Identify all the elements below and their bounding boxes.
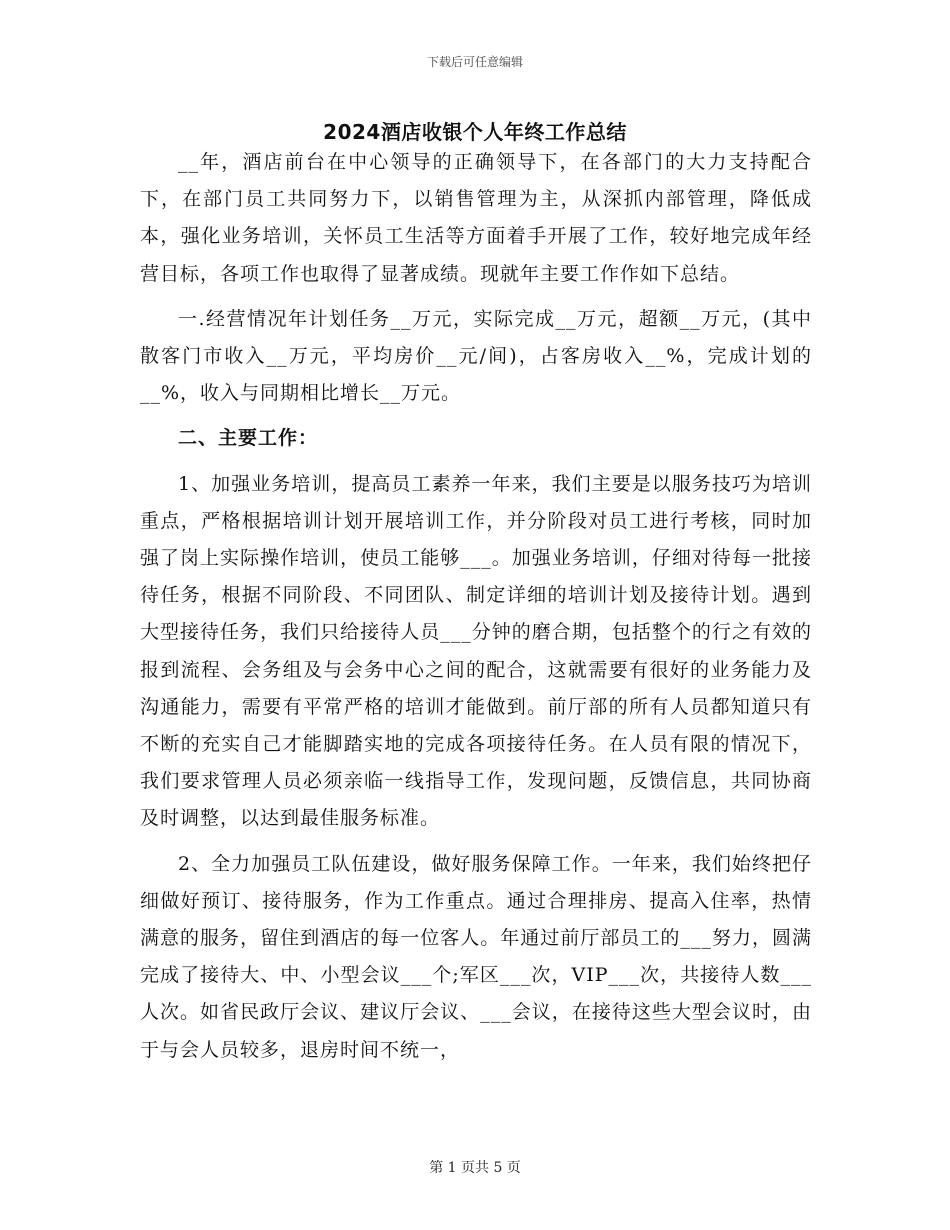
paragraph-business-overview: 一.经营情况年计划任务__万元，实际完成__万元，超额__万元，(其中散客门市收入__万元，平均房价__元/间)，占客房收入__%，完成计划的__%，收入与同期相比增长__万元。 [140, 307, 812, 405]
header-note: 下载后可任意编辑 [426, 55, 523, 69]
paragraph-intro: __年，酒店前台在中心领导的正确领导下，在各部门的大力支持配合下，在部门员工共同努力下，以销售管理为主，从深抓内部管理，降低成本，强化业务培训，关怀员工生活等方面着手开展了工作，较好地完成年经营目标，各项工作也取得了显著成绩。现就年主要工作作如下总结。 [140, 151, 812, 285]
document-body [140, 144, 812, 1069]
section-heading-main-work: 二、主要工作： [178, 427, 319, 450]
page-indicator: 第 1 页共 5 页 [429, 1160, 521, 1176]
paragraph-team-building: 2、全力加强员工队伍建设，做好服务保障工作。一年来，我们始终把仔细做好预订、接待服务，作为工作重点。通过合理排房、提高入住率，热情满意的服务，留住到酒店的每一位客人。年通过前厅部员工的___努力，圆满完成了接待大、中、小型会议___个;军区___次，VIP___次，共接待人数___人次。如省民政厅会议、建议厅会议、___会议，在接待这些大型会议时，由于与会人员较多，退房时间不统一， [140, 852, 812, 1061]
document-title: 2024酒店收银个人年终工作总结 [323, 120, 627, 144]
paragraph-training: 1、加强业务培训，提高员工素养一年来，我们主要是以服务技巧为培训重点，严格根据培训计划开展培训工作，并分阶段对员工进行考核，同时加强了岗上实际操作培训，使员工能够___。加强业务培训，仔细对待每一批接待任务，根据不同阶段、不同团队、制定详细的培训计划及接待计划。遇到大型接待任务，我们只给接待人员___分钟的磨合期，包括整个的行之有效的报到流程、会务组及与会务中心之间的配合，这就需要有很好的业务能力及沟通能力，需要有平常严格的培训才能做到。前厅部的所有人员都知道只有不断的充实自己才能脚踏实地的完成各项接待任务。在人员有限的情况下，我们要求管理人员必须亲临一线指导工作，发现问题，反馈信息，共同协商及时调整，以达到最佳服务标准。 [140, 472, 812, 830]
